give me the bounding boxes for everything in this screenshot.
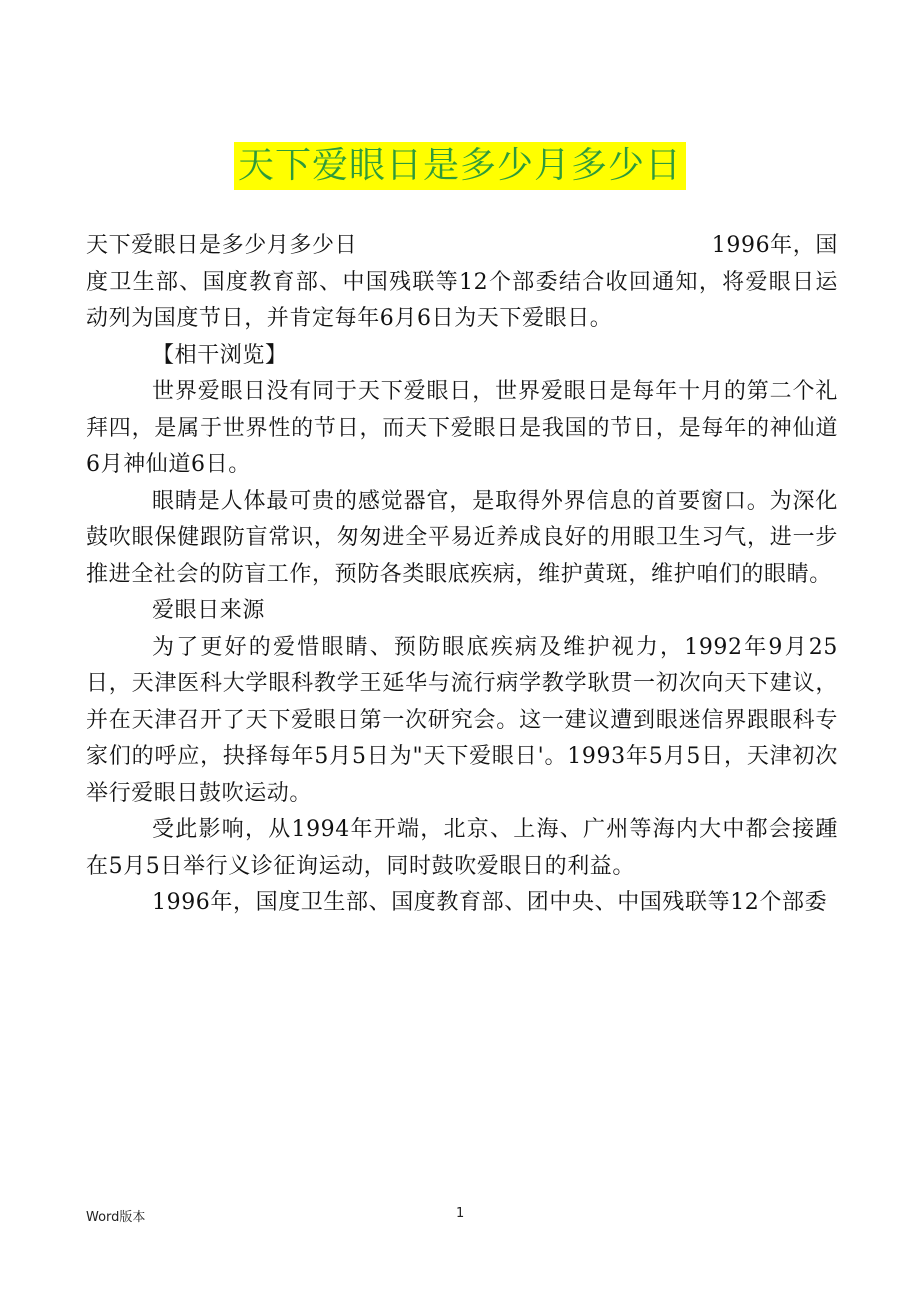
paragraph-6: 1996年，国度卫生部、国度教育部、团中央、中国残联等12个部委 — [152, 890, 828, 915]
paragraph-first-line — [86, 228, 838, 265]
paragraph-5: 受此影响，从1994年开端，北京、上海、广州等海内大中都会接踵在5月5日举行义诊征询运动，同时鼓吹爱眼日的利益。 — [86, 817, 838, 879]
first-line-heading: 天下爱眼日是多少月多少日 — [86, 233, 358, 258]
paragraph-related-heading: 【相干浏览】 — [152, 342, 288, 368]
page-number: 1 — [456, 1206, 465, 1221]
paragraph-4: 为了更好的爱惜眼睛、预防眼底疾病及维护视力，1992年9月25日，天津医科大学眼科教学王延华与流行病学教学耿贯一初次向天下建议，并在天津召开了天下爱眼日第一次研究会。这一建议遭到眼迷信界跟眼科专家们的呼应，抉择每年5月5日为"天下爱眼日'。1993年5月5日，天津初次举行爱眼日鼓吹运动。 — [86, 634, 838, 806]
first-line-year: 1996年，国 — [711, 233, 838, 258]
paragraph-2: 世界爱眼日没有同于天下爱眼日，世界爱眼日是每年十月的第二个礼拜四，是属于世界性的节日，而天下爱眼日是我国的节日，是每年的神仙道6月神仙道6日。 — [86, 379, 838, 477]
title-container — [0, 142, 920, 190]
footer-label: Word版本 — [86, 1210, 146, 1225]
paragraph-3: 眼睛是人体最可贵的感觉器官，是取得外界信息的首要窗口。为深化鼓吹眼保健跟防盲常识，匆匆进全平易近养成良好的用眼卫生习气，进一步推进全社会的防盲工作，预防各类眼底疾病，维护黄斑，维护咱们的眼睛。 — [86, 488, 838, 587]
document-title: 天下爱眼日是多少月多少日 — [234, 142, 686, 190]
document-body — [86, 228, 838, 922]
paragraph-origin-heading: 爱眼日来源 — [152, 598, 266, 623]
paragraph-1: 度卫生部、国度教育部、中国残联等12个部委结合收回通知，将爱眼日运动列为国度节日，并肯定每年6月6日为天下爱眼日。 — [86, 269, 838, 331]
